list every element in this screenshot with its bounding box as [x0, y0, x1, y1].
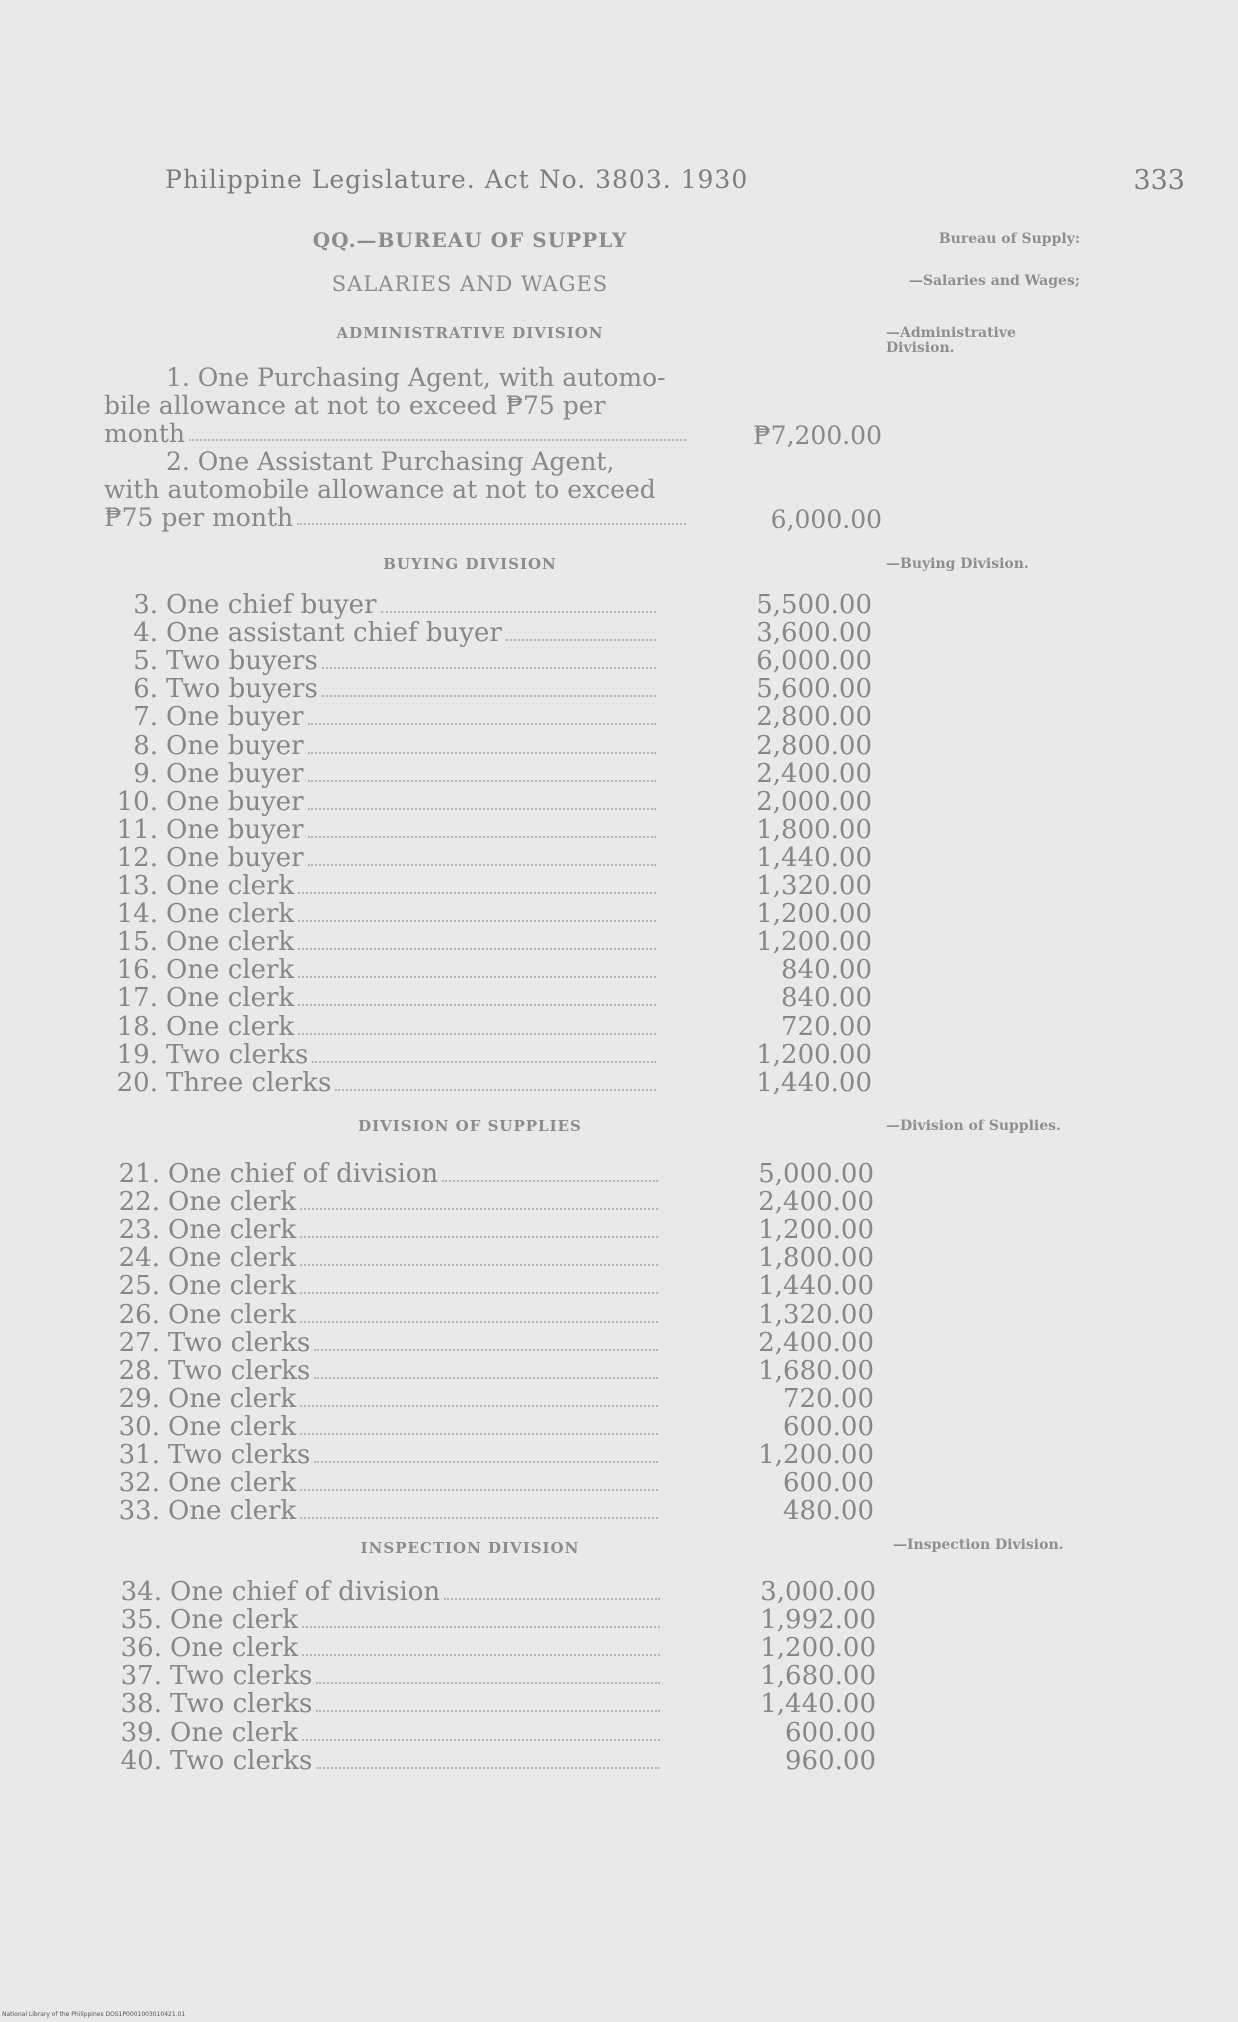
item-description: One chief buyer [166, 590, 377, 620]
item-amount: 1,200.00 [756, 899, 872, 930]
item-description: Two clerks [170, 1661, 313, 1692]
item-amount: 720.00 [783, 1383, 874, 1414]
item-number: 16. [116, 955, 158, 986]
item-description: One clerk [166, 871, 295, 901]
line-item [100, 730, 872, 761]
line-item [100, 590, 872, 620]
leader-dots [300, 1405, 658, 1407]
item-description: Two buyers [166, 646, 318, 677]
line-item [100, 786, 872, 817]
line-item [100, 646, 872, 677]
item-number: 34. [120, 1577, 162, 1607]
header-title: Philippine Legislature. Act No. 3803. 1930 [165, 165, 749, 194]
margin-note-bureau: Bureau of Supply: [938, 231, 1080, 247]
leader-dots [322, 667, 656, 669]
item-description: Two clerks [168, 1327, 311, 1358]
item-amount: 1,440.00 [756, 842, 872, 873]
item-number: 4. [133, 618, 158, 649]
buying-division-heading: BUYING DIVISION [383, 555, 557, 573]
item-description: One assistant chief buyer [166, 618, 502, 649]
footer-credit: National Library of the Philippines DOS1P0001003010421.01 [2, 2011, 186, 2018]
item-amount: 3,600.00 [756, 618, 872, 649]
admin-item-1: 1. One Purchasing Agent, with automo- bile allowance at not to exceed ₱75 per month [104, 364, 690, 448]
item-amount: 1,680.00 [760, 1661, 876, 1692]
item-amount: 2,800.00 [756, 730, 872, 761]
leader-dots [302, 1654, 660, 1656]
item-amount: 2,400.00 [758, 1187, 874, 1218]
line-item [102, 1383, 874, 1414]
leader-dots [298, 976, 656, 978]
leader-dots [302, 1739, 660, 1741]
item-description: Three clerks [166, 1067, 332, 1098]
margin-note-buying: —Buying Division. [886, 556, 1029, 572]
item-amount: 1,440.00 [758, 1271, 874, 1302]
item-number: 29. [118, 1383, 160, 1414]
line-item [102, 1187, 874, 1218]
item-description: One clerk [168, 1271, 297, 1302]
item-amount: 1,200.00 [760, 1633, 876, 1664]
leader-dots [298, 892, 656, 894]
item-description: One clerk [166, 899, 295, 930]
line-item [100, 927, 872, 958]
bureau-title: QQ.—BUREAU OF SUPPLY [312, 228, 628, 252]
leader-dots [308, 864, 656, 866]
leader-dots [298, 1033, 656, 1035]
line-item [100, 899, 872, 930]
item-amount: 1,800.00 [758, 1243, 874, 1274]
leader-dots [316, 1710, 660, 1712]
admin-item-1-amount: ₱7,200.00 [753, 421, 882, 450]
leader-dots [308, 836, 656, 838]
item-number: 5. [133, 646, 158, 677]
line-item [102, 1327, 874, 1358]
page-number: 333 [1133, 165, 1185, 196]
line-item [100, 1067, 872, 1098]
leader-dots [316, 1767, 660, 1769]
leader-dots [300, 1236, 658, 1238]
item-amount: 5,000.00 [758, 1159, 874, 1189]
leader-dots [300, 1292, 658, 1294]
item-description: One chief of division [168, 1159, 439, 1189]
item-number: 7. [133, 702, 158, 733]
item-description: One clerk [168, 1468, 297, 1499]
item-number: 13. [116, 871, 158, 901]
item-description: One clerk [168, 1215, 297, 1246]
item-description: One clerk [166, 955, 295, 986]
running-header [165, 165, 1185, 205]
item-amount: 480.00 [783, 1496, 874, 1527]
item-amount: 6,000.00 [756, 646, 872, 677]
margin-note-salaries: —Salaries and Wages; [908, 273, 1080, 289]
item-amount: 5,500.00 [756, 590, 872, 620]
leader-dots [314, 1461, 658, 1463]
line-item [100, 618, 872, 649]
item-number: 33. [118, 1496, 160, 1527]
item-number: 37. [120, 1661, 162, 1692]
item-number: 15. [116, 927, 158, 958]
item-number: 27. [118, 1327, 160, 1358]
item-description: One buyer [166, 730, 304, 761]
leader-dots [381, 611, 656, 613]
leader-dots [314, 1349, 658, 1351]
leader-dots [308, 808, 656, 810]
item-amount: 1,320.00 [756, 871, 872, 901]
item-description: Two buyers [166, 674, 318, 705]
item-number: 38. [120, 1689, 162, 1720]
item-number: 8. [133, 730, 158, 761]
item-number: 18. [116, 1011, 158, 1042]
item-description: One buyer [166, 842, 304, 873]
item-amount: 1,440.00 [756, 1067, 872, 1098]
item-description: One clerk [170, 1717, 299, 1748]
leader-dots [335, 1089, 656, 1091]
item-description: Two clerks [166, 1039, 309, 1070]
item-description: Two clerks [168, 1355, 311, 1386]
line-item [100, 983, 872, 1014]
item-description: One clerk [170, 1633, 299, 1664]
line-item [102, 1496, 874, 1527]
margin-note-inspection: —Inspection Division. [893, 1537, 1064, 1553]
line-item [102, 1411, 874, 1442]
item-description: One clerk [168, 1411, 297, 1442]
item-description: One buyer [166, 758, 304, 789]
leader-dots [302, 1626, 660, 1628]
item-amount: 960.00 [785, 1745, 876, 1776]
item-description: Two clerks [170, 1745, 313, 1776]
leader-dots [308, 752, 656, 754]
leader-dots [300, 1264, 658, 1266]
item-number: 21. [118, 1159, 160, 1189]
item-description: One clerk [168, 1383, 297, 1414]
item-description: One buyer [166, 786, 304, 817]
line-item [102, 1271, 874, 1302]
item-amount: 600.00 [783, 1411, 874, 1442]
item-description: Two clerks [168, 1440, 311, 1470]
line-item [104, 1577, 876, 1607]
salaries-title: SALARIES AND WAGES [331, 272, 609, 296]
item-description: One clerk [168, 1299, 297, 1330]
item-number: 17. [116, 983, 158, 1014]
item-number: 24. [118, 1243, 160, 1274]
item-number: 22. [118, 1187, 160, 1218]
admin-item-2: 2. One Assistant Purchasing Agent, with automobile allowance at not to exceed ₱75 per month [104, 448, 690, 532]
item-amount: 2,400.00 [756, 758, 872, 789]
item-amount: 1,440.00 [760, 1689, 876, 1720]
administrative-division-heading: ADMINISTRATIVE DIVISION [336, 324, 604, 342]
item-description: One clerk [168, 1243, 297, 1274]
leader-dots [300, 1208, 658, 1210]
leader-dots [312, 1061, 656, 1063]
leader-dots [444, 1598, 660, 1600]
item-number: 26. [118, 1299, 160, 1330]
item-amount: 2,400.00 [758, 1327, 874, 1358]
line-item [100, 871, 872, 901]
leader-dots [298, 1004, 656, 1006]
item-amount: 840.00 [781, 955, 872, 986]
item-number: 40. [120, 1745, 162, 1776]
item-amount: 840.00 [781, 983, 872, 1014]
item-number: 39. [120, 1717, 162, 1748]
line-item [102, 1215, 874, 1246]
item-number: 10. [116, 786, 158, 817]
item-number: 31. [118, 1440, 160, 1470]
item-number: 35. [120, 1605, 162, 1636]
item-description: One buyer [166, 814, 304, 845]
item-number: 6. [133, 674, 158, 705]
item-number: 32. [118, 1468, 160, 1499]
line-item [102, 1440, 874, 1470]
leader-dots [298, 948, 656, 950]
item-amount: 2,000.00 [756, 786, 872, 817]
leader-dots [442, 1180, 658, 1182]
leader-dots [300, 1321, 658, 1323]
leader-dots [308, 780, 656, 782]
item-amount: 3,000.00 [760, 1577, 876, 1607]
item-number: 19. [116, 1039, 158, 1070]
item-description: One clerk [168, 1187, 297, 1218]
line-item [104, 1745, 876, 1776]
item-description: One clerk [166, 983, 295, 1014]
line-item [104, 1605, 876, 1636]
item-number: 14. [116, 899, 158, 930]
item-number: 23. [118, 1215, 160, 1246]
line-item [102, 1468, 874, 1499]
line-item [100, 814, 872, 845]
line-item [102, 1159, 874, 1189]
item-number: 3. [133, 590, 158, 620]
supplies-division-heading: DIVISION OF SUPPLIES [358, 1117, 582, 1135]
leader-dots [300, 1433, 658, 1435]
item-description: One clerk [166, 1011, 295, 1042]
line-item [100, 1011, 872, 1042]
margin-note-administrative: —Administrative Division. [886, 325, 1016, 356]
item-description: One buyer [166, 702, 304, 733]
item-amount: 1,800.00 [756, 814, 872, 845]
item-amount: 1,200.00 [756, 1039, 872, 1070]
margin-note-supplies: —Division of Supplies. [886, 1118, 1061, 1134]
line-item [104, 1717, 876, 1748]
line-item [102, 1299, 874, 1330]
line-item [100, 758, 872, 789]
item-amount: 5,600.00 [756, 674, 872, 705]
inspection-division-heading: INSPECTION DIVISION [360, 1539, 580, 1557]
line-item [102, 1243, 874, 1274]
item-amount: 1,992.00 [760, 1605, 876, 1636]
line-item [104, 1661, 876, 1692]
leader-dots [298, 920, 656, 922]
item-number: 11. [116, 814, 158, 845]
item-description: Two clerks [170, 1689, 313, 1720]
item-amount: 720.00 [781, 1011, 872, 1042]
admin-item-2-amount: 6,000.00 [770, 505, 882, 534]
line-item [102, 1355, 874, 1386]
line-item [100, 842, 872, 873]
item-amount: 600.00 [785, 1717, 876, 1748]
leader-dots [506, 639, 656, 641]
item-number: 30. [118, 1411, 160, 1442]
leader-dots [322, 695, 656, 697]
leader-dots [316, 1682, 660, 1684]
leader-dots [300, 1517, 658, 1519]
item-description: One clerk [166, 927, 295, 958]
leader-dots [308, 723, 656, 725]
item-amount: 1,200.00 [756, 927, 872, 958]
item-description: One clerk [170, 1605, 299, 1636]
line-item [100, 955, 872, 986]
item-number: 25. [118, 1271, 160, 1302]
item-amount: 1,680.00 [758, 1355, 874, 1386]
item-number: 9. [133, 758, 158, 789]
line-item [100, 1039, 872, 1070]
item-amount: 1,200.00 [758, 1440, 874, 1470]
item-number: 12. [116, 842, 158, 873]
item-number: 20. [116, 1067, 158, 1098]
item-description: One chief of division [170, 1577, 441, 1607]
item-amount: 600.00 [783, 1468, 874, 1499]
item-amount: 1,200.00 [758, 1215, 874, 1246]
leader-dots [300, 1489, 658, 1491]
item-number: 36. [120, 1633, 162, 1664]
line-item [104, 1633, 876, 1664]
line-item [104, 1689, 876, 1720]
item-amount: 2,800.00 [756, 702, 872, 733]
leader-dots [314, 1377, 658, 1379]
item-description: One clerk [168, 1496, 297, 1527]
line-item [100, 702, 872, 733]
line-item [100, 674, 872, 705]
item-number: 28. [118, 1355, 160, 1386]
item-amount: 1,320.00 [758, 1299, 874, 1330]
